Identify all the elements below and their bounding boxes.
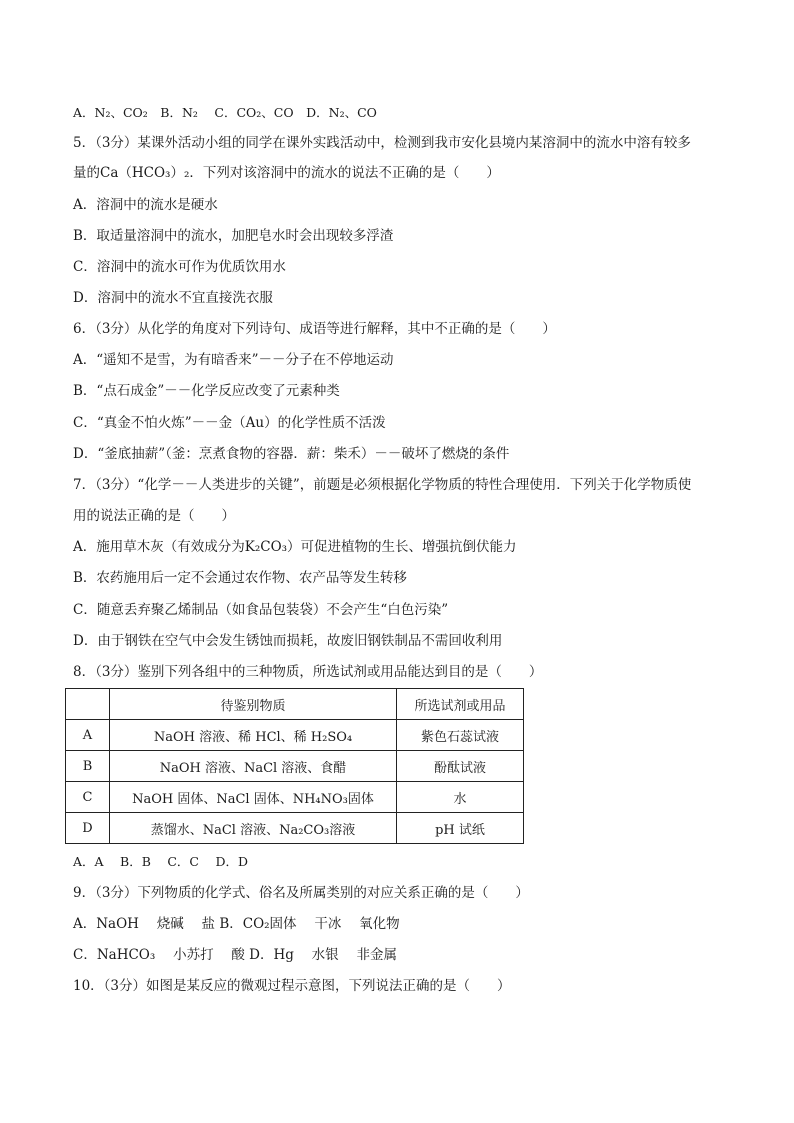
q6-option-a: A．“遥知不是雪，为有暗香来”－－分子在不停地运动 [73, 352, 394, 368]
q5-option-b: B．取适量溶洞中的流水，加肥皂水时会出现较多浮渣 [73, 228, 394, 244]
q6-stem: 6．（3分）从化学的角度对下列诗句、成语等进行解释，其中不正确的是（ ） [73, 321, 556, 337]
table-cell: C [66, 782, 110, 813]
table-header-cell: 所选试剂或用品 [397, 689, 524, 720]
table-cell: NaOH 溶液、稀 HCl、稀 H₂SO₄ [110, 720, 397, 751]
q9-stem: 9．（3分）下列物质的化学式、俗名及所属类别的对应关系正确的是（ ） [73, 885, 529, 901]
table-cell: NaOH 溶液、NaCl 溶液、食醋 [110, 751, 397, 782]
table-row [66, 782, 524, 813]
q5-option-c: C．溶洞中的流水可作为优质饮用水 [73, 259, 286, 275]
q9-options-line1: A．NaOH 烧碱 盐 B．CO₂固体 干冰 氧化物 [73, 916, 400, 932]
q7-option-d: D．由于钢铁在空气中会发生锈蚀而损耗，故废旧钢铁制品不需回收利用 [73, 633, 503, 649]
table-cell: 酚酞试液 [397, 751, 524, 782]
table-row [66, 813, 524, 844]
table-cell: pH 试纸 [397, 813, 524, 844]
q7-option-b: B．农药施用后一定不会通过农作物、农产品等发生转移 [73, 570, 407, 586]
table-header-row [66, 689, 524, 720]
q7-option-c: C．随意丢弃聚乙烯制品（如食品包装袋）不会产生“白色污染” [73, 602, 449, 618]
q5-option-a: A．溶洞中的流水是硬水 [73, 197, 218, 213]
table-header-cell [66, 689, 110, 720]
q5-stem-line1: 5．（3分）某课外活动小组的同学在课外实践活动中，检测到我市安化县境内某溶洞中的流水中溶有较多 [73, 135, 691, 151]
table-cell: 水 [397, 782, 524, 813]
q9-options-line2: C．NaHCO₃ 小苏打 酸 D．Hg 水银 非金属 [73, 947, 397, 963]
q8-options: A．A B．B C．C D．D [73, 854, 249, 869]
q6-option-b: B．“点石成金”－－化学反应改变了元素种类 [73, 383, 340, 399]
table-row [66, 751, 524, 782]
table-cell: A [66, 720, 110, 751]
table-header-cell: 待鉴别物质 [110, 689, 397, 720]
table-cell: NaOH 固体、NaCl 固体、NH₄NO₃固体 [110, 782, 397, 813]
q10-stem: 10．（3分）如图是某反应的微观过程示意图，下列说法正确的是（ ） [73, 978, 511, 994]
q7-stem-line1: 7．（3分）“化学－－人类进步的关键”，前题是必须根据化学物质的特性合理使用．下列关于化学物质使 [73, 477, 692, 493]
q5-option-d: D．溶洞中的流水不宜直接洗衣服 [73, 290, 273, 306]
q8-stem: 8．（3分）鉴别下列各组中的三种物质，所选试剂或用品能达到目的是（ ） [73, 664, 543, 680]
q5-stem-line2: 量的Ca（HCO₃）₂．下列对该溶洞中的流水的说法不正确的是（ ） [73, 165, 500, 181]
table-row [66, 720, 524, 751]
table-cell: B [66, 751, 110, 782]
q8-table [65, 688, 524, 844]
q7-stem-line2: 用的说法正确的是（ ） [73, 508, 235, 524]
q6-option-d: D．“釜底抽薪”（釜：烹煮食物的容器．薪：柴禾）－－破坏了燃烧的条件 [73, 446, 510, 462]
q7-option-a: A．施用草木灰（有效成分为K₂CO₃）可促进植物的生长、增强抗倒伏能力 [73, 539, 517, 555]
table-cell: 紫色石蕊试液 [397, 720, 524, 751]
q6-option-c: C．“真金不怕火炼”－－金（Au）的化学性质不活泼 [73, 415, 386, 431]
table-cell: 蒸馏水、NaCl 溶液、Na₂CO₃溶液 [110, 813, 397, 844]
table-cell: D [66, 813, 110, 844]
q4-options: A．N₂、CO₂ B．N₂ C．CO₂、CO D．N₂、CO [73, 105, 377, 120]
